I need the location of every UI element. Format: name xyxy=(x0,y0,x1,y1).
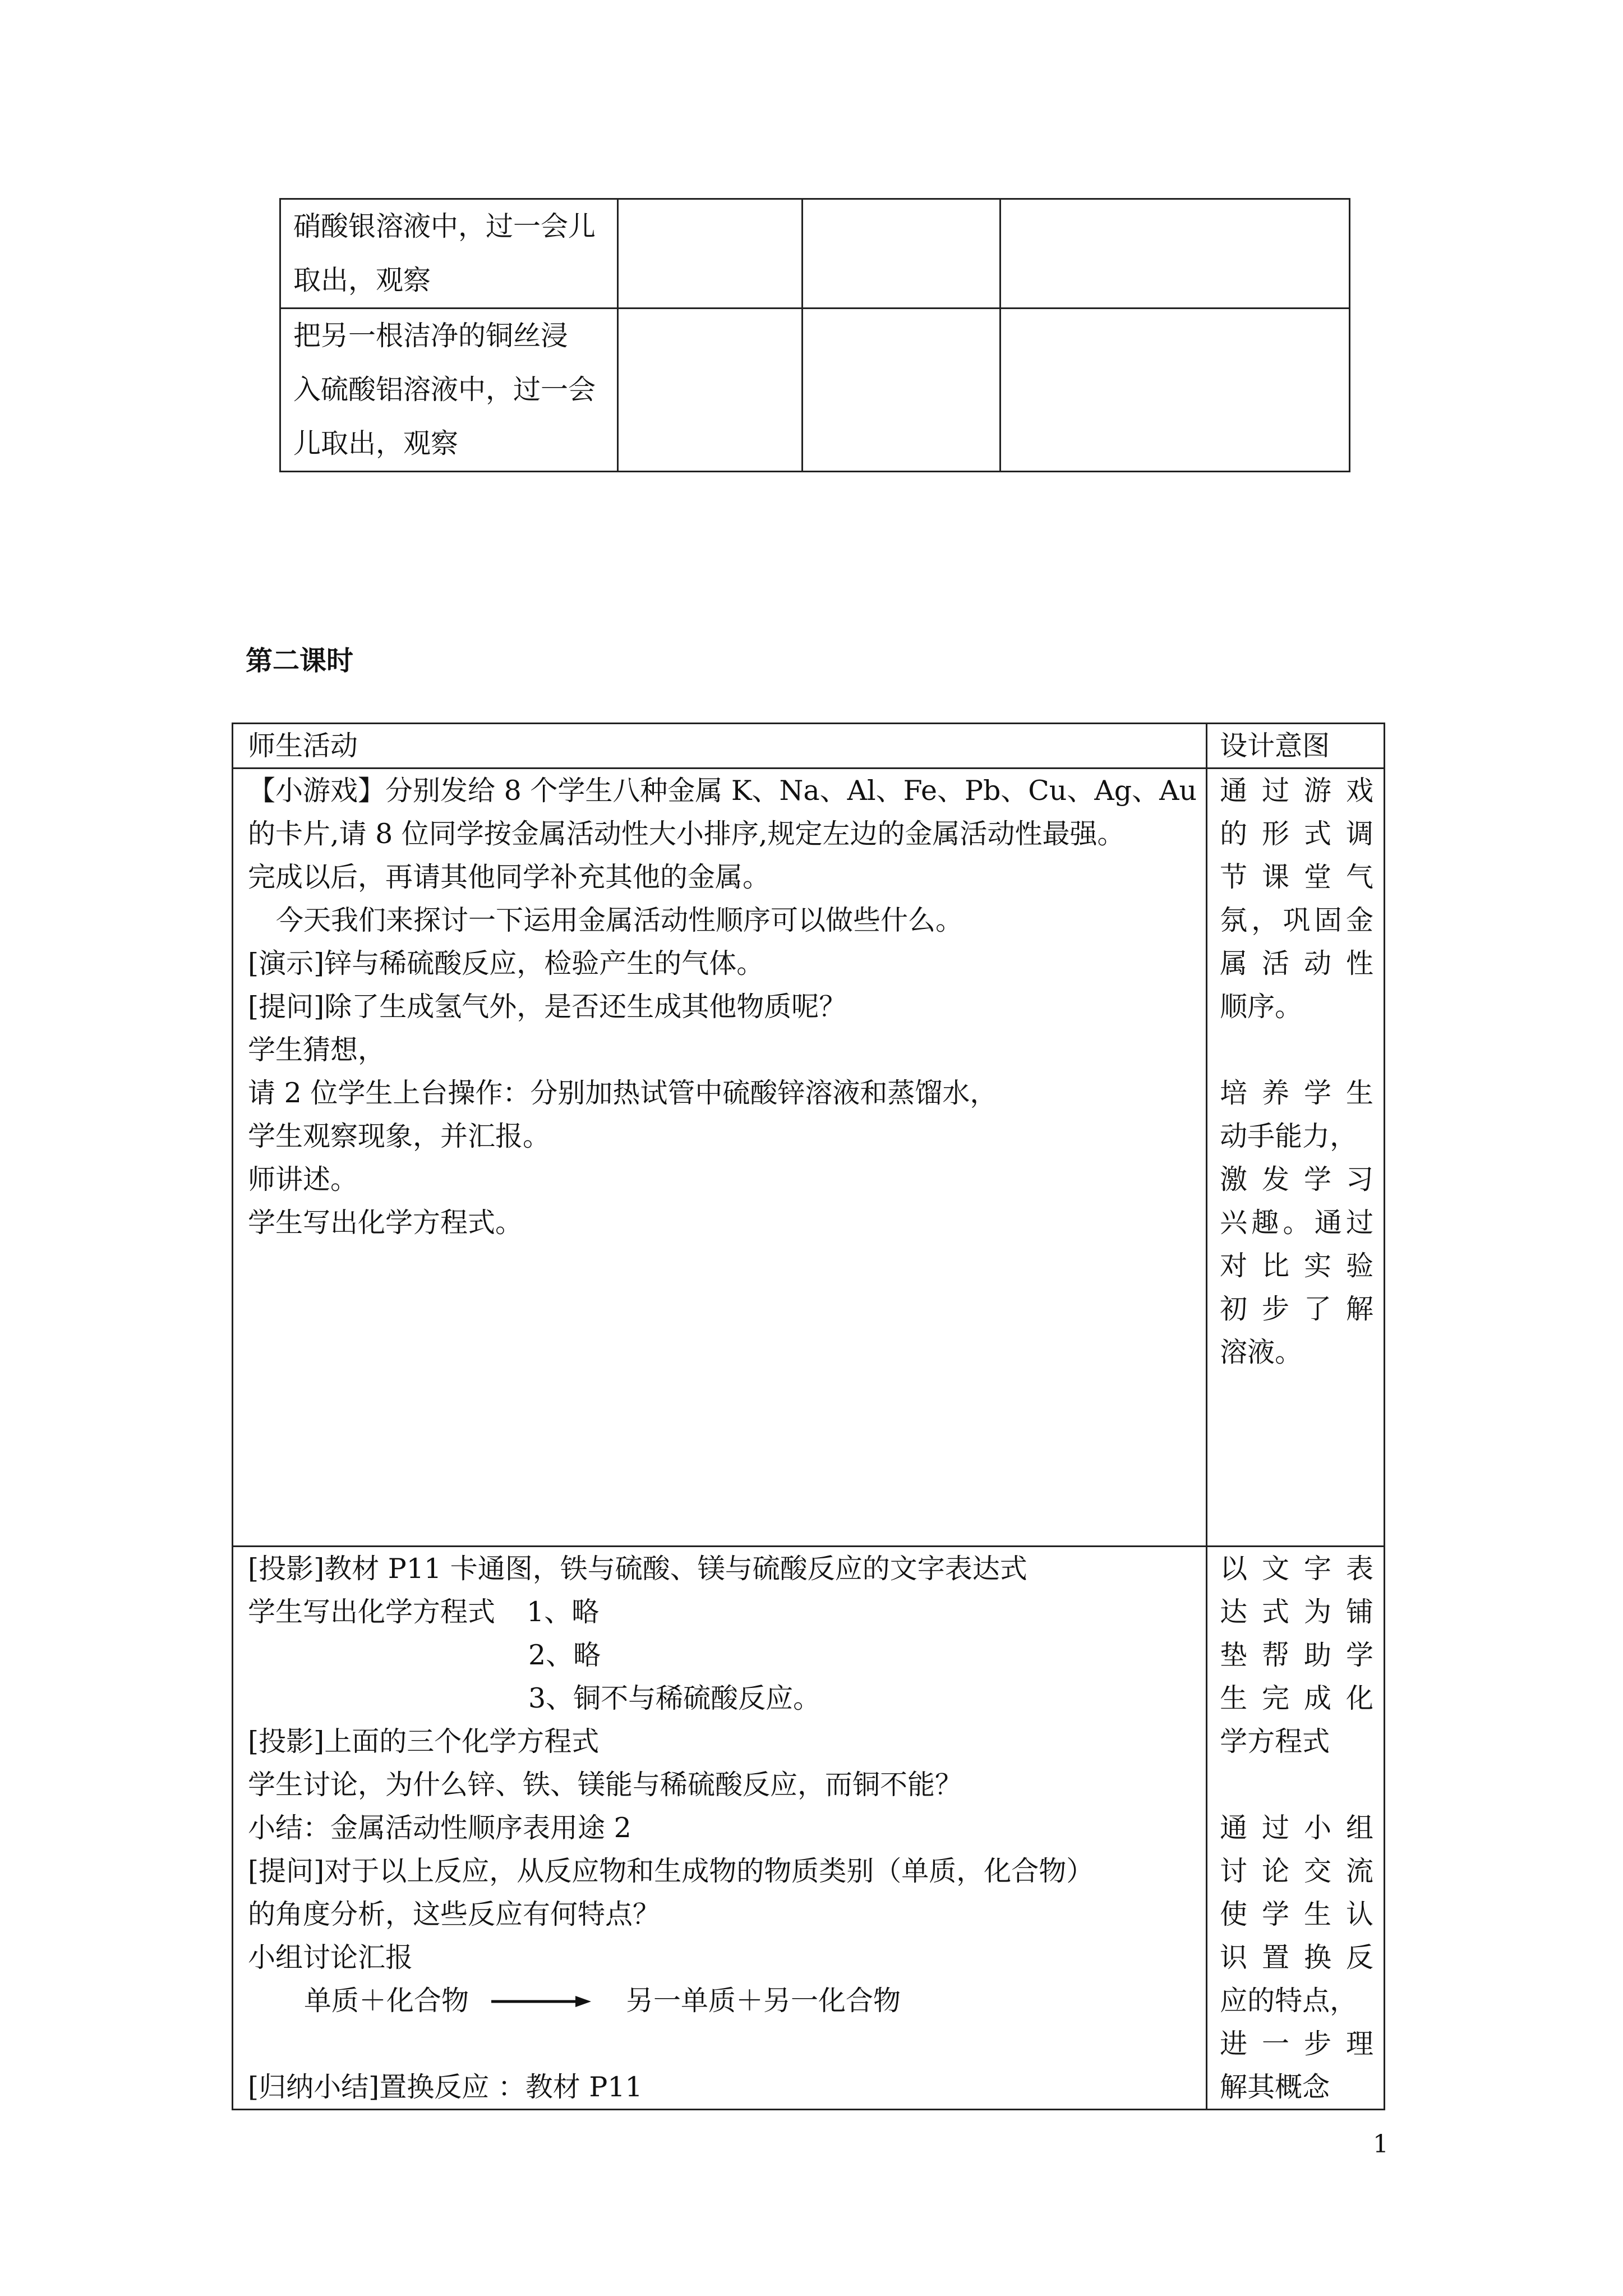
equation-item: 3、铜不与稀硫酸反应。 xyxy=(528,1682,821,1714)
table-row xyxy=(233,1547,1385,2110)
intent-line: 学方程式 xyxy=(1220,1726,1330,1757)
activity-line: [提问]除了生成氢气外，是否还生成其他物质呢？ xyxy=(248,991,847,1023)
table-cell-operation xyxy=(280,199,618,309)
table-header-row xyxy=(233,724,1385,769)
spacer xyxy=(248,2022,1197,2065)
activity-line: 完成以后，再请其他同学补充其他的金属。 xyxy=(248,861,771,893)
intent-line: 兴趣。通过 xyxy=(1220,1207,1374,1239)
intent-line: 的形式调 xyxy=(1220,818,1374,850)
intent-line: 对比实验 xyxy=(1220,1250,1374,1282)
intent-cell xyxy=(1207,769,1385,1547)
activity-line: 学生猜想， xyxy=(248,1034,386,1066)
intent-line: 动手能力， xyxy=(1220,1120,1358,1152)
spacer xyxy=(1220,1763,1373,1806)
lesson-plan-table xyxy=(232,723,1385,2110)
intent-line: 初步了解 xyxy=(1220,1293,1374,1325)
activity-line: 【小游戏】分别发给 8 个学生八种金属 K、Na、Al、Fe、Pb、Cu、Ag、Au xyxy=(248,775,1197,807)
intent-line: 应的特点， xyxy=(1220,1985,1358,2017)
intent-line: 使学生认 xyxy=(1220,1898,1374,1930)
activity-line: 师讲述。 xyxy=(248,1163,358,1195)
intent-line: 氛，巩固金 xyxy=(1220,904,1374,936)
activity-line: [投影]上面的三个化学方程式 xyxy=(248,1726,600,1757)
activity-line: [演示]锌与稀硫酸反应，检验产生的气体。 xyxy=(248,947,764,979)
activity-line: 请 2 位学生上台操作：分别加热试管中硫酸锌溶液和蒸馏水， xyxy=(248,1077,998,1109)
intent-line: 垫帮助学 xyxy=(1220,1639,1374,1671)
intent-line: 通过小组 xyxy=(1220,1812,1374,1844)
intent-line: 培养学生 xyxy=(1220,1077,1374,1109)
table-cell-empty xyxy=(803,199,1000,309)
cell-text-line: 入硫酸铝溶液中，过一会 xyxy=(293,374,596,406)
intent-line: 属活动性 xyxy=(1220,947,1374,979)
activity-cell xyxy=(233,1547,1207,2110)
table-row xyxy=(233,769,1385,1547)
reaction-left: 单质＋化合物 xyxy=(304,1985,469,2017)
activity-line: 今天我们来探讨一下运用金属活动性顺序可以做些什么。 xyxy=(276,904,963,936)
header-activity: 师生活动 xyxy=(233,724,1207,769)
section-heading: 第二课时 xyxy=(246,645,354,677)
activity-line: [归纳小结]置换反应 ：教材 P11 xyxy=(248,2071,643,2103)
activity-line: 小组讨论汇报 xyxy=(248,1941,413,1973)
intent-line: 激发学习 xyxy=(1220,1163,1374,1195)
experiment-table-continued xyxy=(279,198,1350,472)
activity-cell xyxy=(233,769,1207,1547)
table-cell-empty xyxy=(618,199,803,309)
table-row xyxy=(280,199,1350,309)
intent-line: 以文字表 xyxy=(1220,1553,1374,1585)
table-cell-empty xyxy=(1000,199,1350,309)
activity-line: [提问]对于以上反应，从反应物和生成物的物质类别（单质，化合物） xyxy=(248,1855,1094,1887)
header-intent: 设计意图 xyxy=(1207,724,1385,769)
spacer xyxy=(1220,1028,1373,1071)
activity-line: 学生观察现象，并汇报。 xyxy=(248,1120,551,1152)
table-cell-empty xyxy=(803,309,1000,472)
activity-line: 学生讨论，为什么锌、铁、镁能与稀硫酸反应，而铜不能？ xyxy=(248,1769,963,1801)
intent-line: 解其概念 xyxy=(1220,2071,1330,2103)
equation-item: 1、略 xyxy=(527,1596,600,1628)
intent-line: 通过游戏 xyxy=(1220,775,1374,807)
intent-line: 节课堂气 xyxy=(1220,861,1374,893)
cell-text-line: 硝酸银溶液中，过一会儿 xyxy=(293,210,596,242)
right-arrow-icon xyxy=(491,1979,592,2022)
activity-line xyxy=(248,1590,1197,1634)
intent-line: 进一步理 xyxy=(1220,2028,1374,2060)
table-cell-empty xyxy=(618,309,803,472)
cell-text-line: 取出，观察 xyxy=(293,264,431,296)
activity-line: 的角度分析，这些反应有何特点？ xyxy=(248,1898,661,1930)
activity-line: [投影]教材 P11 卡通图，铁与硫酸、镁与硫酸反应的文字表达式 xyxy=(248,1553,1027,1585)
activity-line: 的卡片,请 8 位同学按金属活动性大小排序,规定左边的金属活动性最强。 xyxy=(248,818,1125,850)
table-cell-empty xyxy=(1000,309,1350,472)
reaction-line xyxy=(248,1979,1197,2022)
intent-line: 达式为铺 xyxy=(1220,1596,1374,1628)
activity-line: 学生写出化学方程式。 xyxy=(248,1207,523,1239)
page-number: 1 xyxy=(1373,2130,1389,2159)
activity-line: 小结：金属活动性顺序表用途 2 xyxy=(248,1812,631,1844)
table-row xyxy=(280,309,1350,472)
intent-line: 识置换反 xyxy=(1220,1941,1374,1973)
equation-item: 2、略 xyxy=(528,1639,601,1671)
intent-line: 讨论交流 xyxy=(1220,1855,1374,1887)
cell-text-line: 儿取出，观察 xyxy=(293,427,459,459)
cell-text-line: 把另一根洁净的铜丝浸 xyxy=(293,320,569,352)
intent-line: 溶液。 xyxy=(1220,1336,1303,1368)
intent-cell xyxy=(1207,1547,1385,2110)
intent-line: 顺序。 xyxy=(1220,991,1303,1023)
reaction-right: 另一单质＋另一化合物 xyxy=(626,1985,901,2017)
intent-line: 生完成化 xyxy=(1220,1682,1374,1714)
equation-prefix: 学生写出化学方程式 xyxy=(248,1596,496,1628)
table-cell-operation xyxy=(280,309,618,472)
